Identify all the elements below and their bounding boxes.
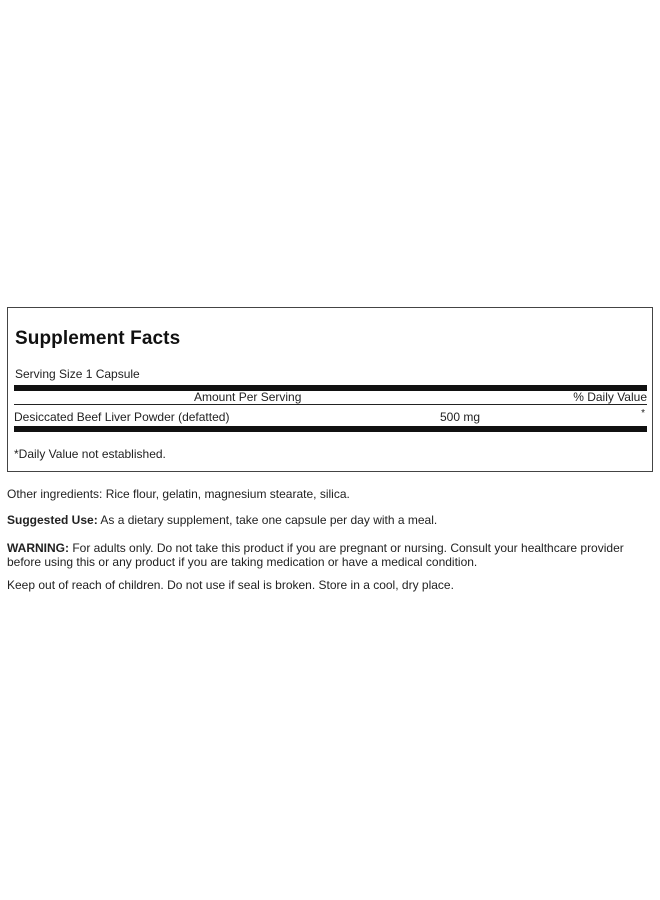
suggested-use (7, 513, 647, 527)
daily-value-footnote: *Daily Value not established. (14, 447, 166, 461)
thin-divider (14, 404, 647, 405)
suggested-use-label: Suggested Use: (7, 513, 98, 527)
warning-label: WARNING: (7, 541, 69, 555)
nutrient-row (14, 410, 647, 424)
daily-value-header: % Daily Value (573, 390, 647, 404)
nutrient-name: Desiccated Beef Liver Powder (defatted) (14, 410, 230, 424)
storage-instructions: Keep out of reach of children. Do not use if seal is broken. Store in a cool, dry place. (7, 578, 454, 592)
warning-body: For adults only. Do not take this product if you are pregnant or nursing. Consult your healthcare provider before using this or any product if you are taking medication or have a medical condition. (7, 541, 624, 569)
facts-header-row (14, 390, 647, 404)
suggested-use-text: As a dietary supplement, take one capsule per day with a meal. (97, 513, 438, 527)
serving-size: Serving Size 1 Capsule (15, 367, 140, 381)
amount-per-serving-header: Amount Per Serving (194, 390, 302, 404)
supplement-facts-title: Supplement Facts (15, 328, 181, 349)
nutrient-daily-value: * (641, 408, 645, 419)
thick-divider-bottom (14, 426, 647, 432)
supplement-facts-panel (7, 307, 653, 472)
warning-text (7, 541, 647, 569)
nutrient-amount: 500 mg (440, 410, 481, 424)
other-ingredients: Other ingredients: Rice flour, gelatin, magnesium stearate, silica. (7, 487, 350, 501)
